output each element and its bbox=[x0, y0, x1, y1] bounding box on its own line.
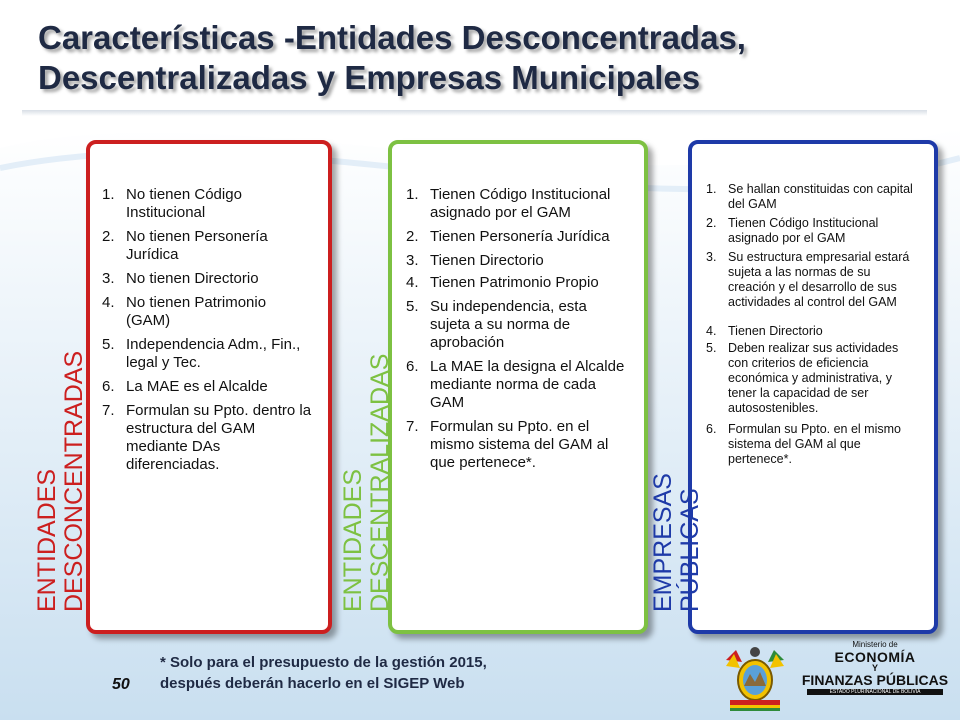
title-line-1: Características -Entidades Desconcentradas, bbox=[38, 19, 746, 56]
list-item: 4. Tienen Directorio bbox=[706, 324, 823, 338]
list-item: 6. Formulan su Ppto. en el mismo sistema del GAM al que pertenece*. bbox=[706, 422, 901, 466]
card-desconcentradas bbox=[86, 140, 332, 634]
list-item: 7. Formulan su Ppto. en el mismo sistema del GAM al que pertenece*. bbox=[406, 418, 609, 471]
list-item: 6. La MAE la designa el Alcalde mediante norma de cada GAM bbox=[406, 358, 625, 411]
title-line-2: Descentralizadas y Empresas Municipales bbox=[38, 59, 701, 96]
list-item: 3. No tienen Directorio bbox=[102, 270, 259, 287]
footnote: * Solo para el presupuesto de la gestión 2015, después deberán hacerlo en el SIGEP Web bbox=[160, 654, 487, 692]
list-item: 7. Formulan su Ppto. dentro la estructura del GAM mediante DAs diferenciadas. bbox=[102, 402, 312, 473]
ministry-logo: Ministerio de ECONOMÍA Y FINANZAS PÚBLICAS ESTADO PLURINACIONAL DE BOLIVIA bbox=[801, 640, 949, 695]
list-item: 2. Tienen Personería Jurídica bbox=[406, 228, 610, 245]
page-number: 50 bbox=[112, 676, 130, 693]
list-item: 2. Tienen Código Institucional asignado por el GAM bbox=[706, 216, 879, 245]
list-descentralizadas bbox=[406, 186, 630, 472]
card-descentralizadas bbox=[388, 140, 648, 634]
list-item: 6. La MAE es el Alcalde bbox=[102, 378, 268, 395]
list-desconcentradas bbox=[102, 186, 312, 474]
card-empresas-publicas bbox=[688, 140, 938, 634]
list-empresas-publicas bbox=[706, 182, 920, 467]
list-item: 1. No tienen Código Institucional bbox=[102, 186, 242, 221]
list-item: 2. No tienen Personería Jurídica bbox=[102, 228, 268, 263]
list-item: 3. Tienen Directorio bbox=[406, 252, 544, 269]
list-item: 3. Su estructura empresarial estará sujeta a las normas de su creación y el desarrollo de sus actividades al control del GAM bbox=[706, 250, 910, 309]
page-title bbox=[38, 18, 938, 98]
list-item: 5. Su independencia, esta sujeta a su norma de aprobación bbox=[406, 298, 587, 351]
label-desconcentradas: ENTIDADES DESCONCENTRADAS bbox=[33, 350, 88, 612]
list-item: 5. Independencia Adm., Fin., legal y Tec. bbox=[102, 336, 301, 371]
list-item: 5. Deben realizar sus actividades con criterios de eficiencia económica y administrativa, y tener la capacidad de ser autosostenibles. bbox=[706, 341, 899, 415]
label-empresas-publicas: EMPRESAS PÚBLICAS bbox=[649, 473, 704, 612]
list-item: 4. Tienen Patrimonio Propio bbox=[406, 274, 599, 291]
list-item: 1. Se hallan constituidas con capital del GAM bbox=[706, 182, 913, 211]
coat-of-arms-icon bbox=[720, 642, 790, 712]
title-divider bbox=[22, 110, 927, 116]
label-descentralizadas: ENTIDADES DESCENTRALIZADAS bbox=[339, 353, 394, 612]
list-item: 1. Tienen Código Institucional asignado por el GAM bbox=[406, 186, 611, 221]
list-item: 4. No tienen Patrimonio (GAM) bbox=[102, 294, 267, 329]
